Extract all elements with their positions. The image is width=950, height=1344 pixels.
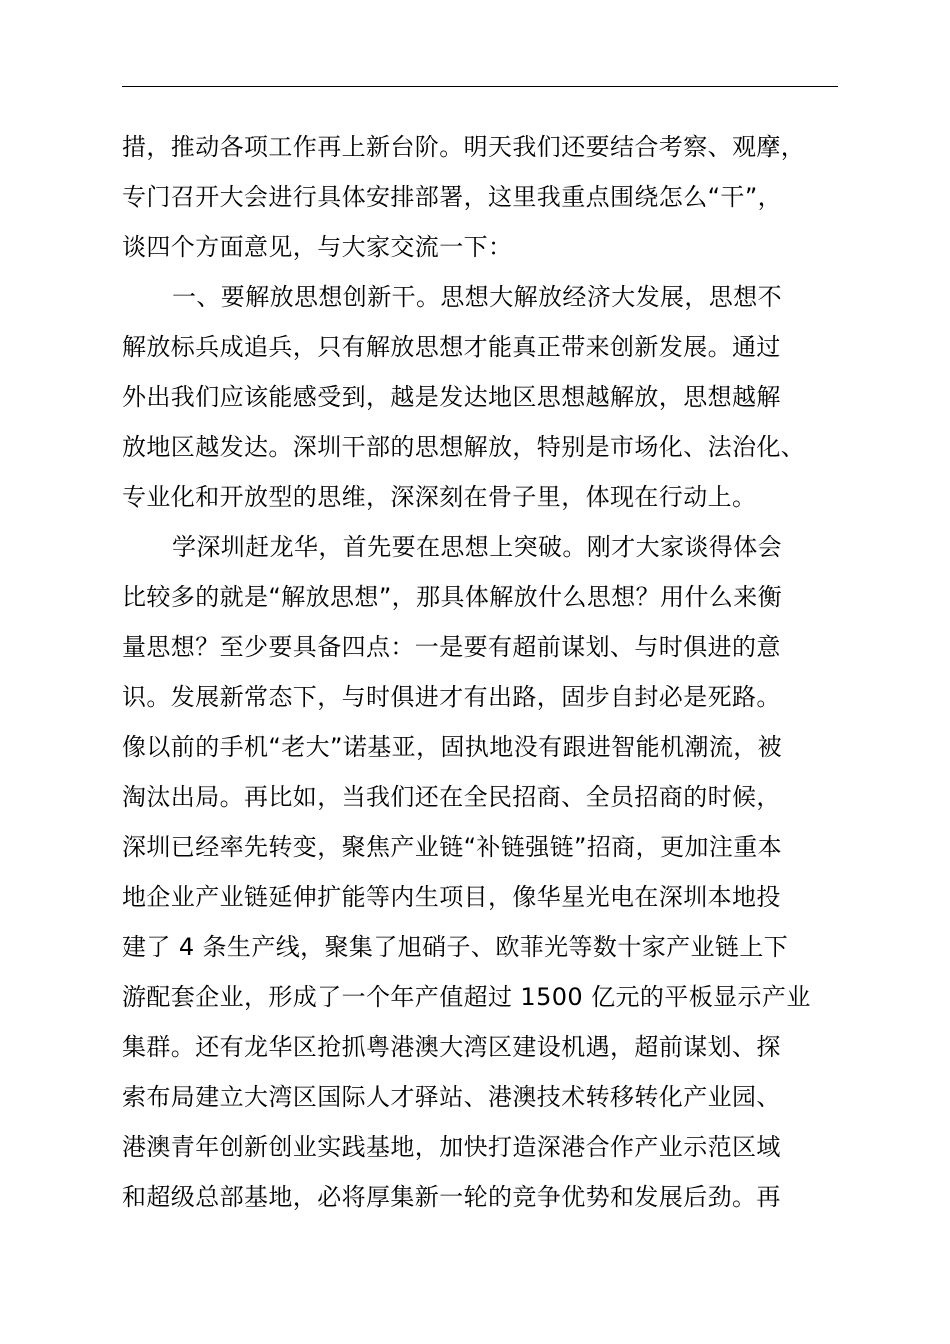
- paragraph-start-line: 学深圳赶龙华，首先要在思想上突破。刚才大家谈得体会: [172, 533, 782, 561]
- text-line: 专门召开大会进行具体安排部署，这里我重点围绕怎么“干”，: [122, 183, 783, 211]
- text-line: 索布局建立大湾区国际人才驿站、港澳技术转移转化产业园、: [122, 1083, 781, 1111]
- text-line: 淘汰出局。再比如，当我们还在全民招商、全员招商的时候，: [122, 783, 781, 811]
- text-line: 港澳青年创新创业实践基地，加快打造深港合作产业示范区域: [122, 1133, 781, 1161]
- text-line: 集群。还有龙华区抢抓粤港澳大湾区建设机遇，超前谋划、探: [122, 1033, 781, 1061]
- text-line: 像以前的手机“老大”诺基亚，固执地没有跟进智能机潮流，被: [122, 733, 783, 761]
- text-line: 建了 4 条生产线，聚集了旭硝子、欧菲光等数十家产业链上下: [122, 933, 789, 961]
- text-line: 比较多的就是“解放思想”，那具体解放什么思想？用什么来衡: [122, 583, 783, 611]
- text-line: 外出我们应该能感受到，越是发达地区思想越解放，思想越解: [122, 383, 781, 411]
- text-line: 量思想？至少要具备四点：一是要有超前谋划、与时俱进的意: [122, 633, 781, 661]
- text-line: 识。发展新常态下，与时俱进才有出路，固步自封必是死路。: [122, 683, 781, 711]
- text-line: 游配套企业，形成了一个年产值超过 1500 亿元的平板显示产业: [122, 983, 811, 1011]
- text-line: 地企业产业链延伸扩能等内生项目，像华星光电在深圳本地投: [122, 883, 781, 911]
- text-line: 和超级总部基地，必将厚集新一轮的竞争优势和发展后劲。再: [122, 1183, 781, 1211]
- text-line: 解放标兵成追兵，只有解放思想才能真正带来创新发展。通过: [122, 333, 781, 361]
- section-heading-line: 一、要解放思想创新干。思想大解放经济大发展，思想不: [172, 283, 782, 311]
- text-line: 放地区越发达。深圳干部的思想解放，特别是市场化、法治化、: [122, 433, 806, 461]
- text-line: 措，推动各项工作再上新台阶。明天我们还要结合考察、观摩，: [122, 133, 806, 161]
- header-rule: [122, 86, 838, 87]
- text-line: 深圳已经率先转变，聚焦产业链“补链强链”招商，更加注重本: [122, 833, 783, 861]
- text-line: 专业化和开放型的思维，深深刻在骨子里，体现在行动上。: [122, 483, 757, 511]
- text-line: 谈四个方面意见，与大家交流一下：: [122, 233, 513, 261]
